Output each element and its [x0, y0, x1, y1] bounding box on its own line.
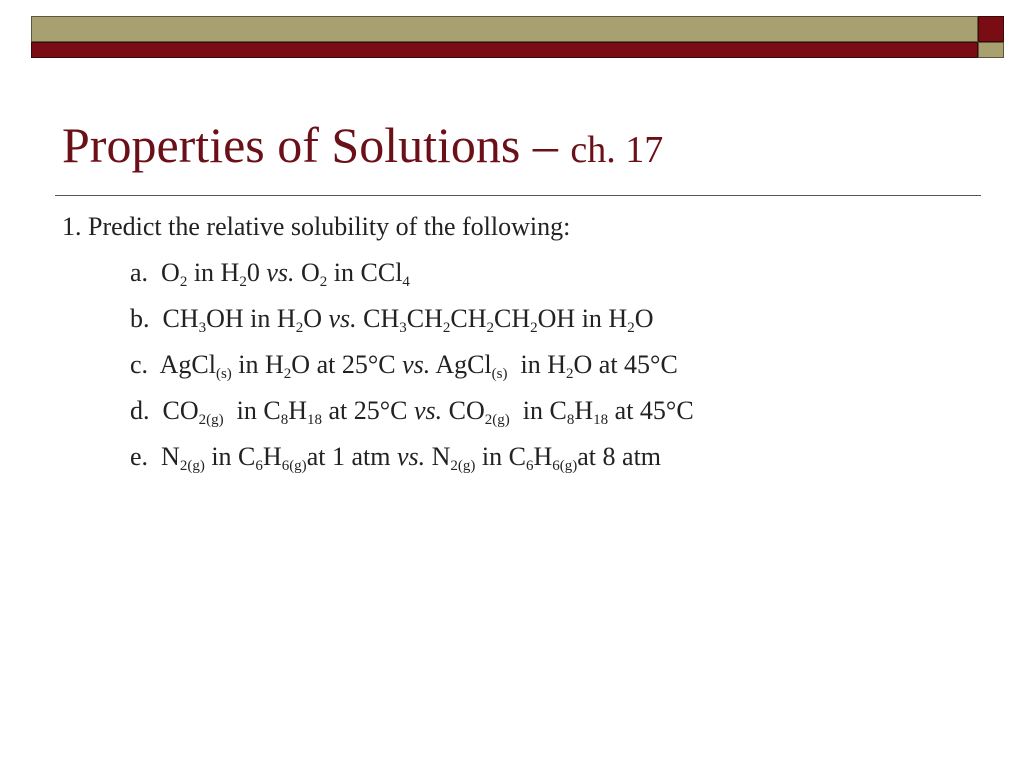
title-suffix: ch. 17	[570, 129, 664, 171]
corner-square-red	[978, 16, 1004, 42]
question-stem: 1. Predict the relative solubility of the following:	[62, 212, 571, 241]
slide-body	[62, 214, 694, 490]
header-band-bottom	[31, 42, 978, 58]
list-item-c: c. AgCl$_{(s)}$ in $H_2O$ at 25°C vs. AgCl$_{(s)}$ in $H_2O$ at 45°C	[130, 350, 678, 382]
slide-title	[62, 117, 664, 173]
list-item-b: b. $CH_3OH$ in $H_2O$ vs. $CH_3CH_2CH_2CH_2OH$ in $H_2O$	[130, 304, 654, 336]
title-main: Properties of Solutions –	[62, 117, 558, 173]
title-divider	[55, 195, 981, 196]
list-item-d: d. $CO_{2(g)}$ in $C_8H_{18}$ at 25°C vs. $CO_{2(g)}$ in $C_8H_{18}$ at 45°C	[130, 396, 694, 428]
list-item-a: a. $O_2$ in $H_20$ vs. $O_2$ in CCl$_4$	[130, 258, 410, 290]
list-item-e: e. $N_{2(g)}$ in $C_6H_{6(g)}at$ 1 atm vs. $N_{2(g)}$ in $C_6H_{6(g)}at$ 8 atm	[130, 442, 662, 474]
corner-square-olive	[978, 42, 1004, 58]
header-band-top	[31, 16, 978, 42]
